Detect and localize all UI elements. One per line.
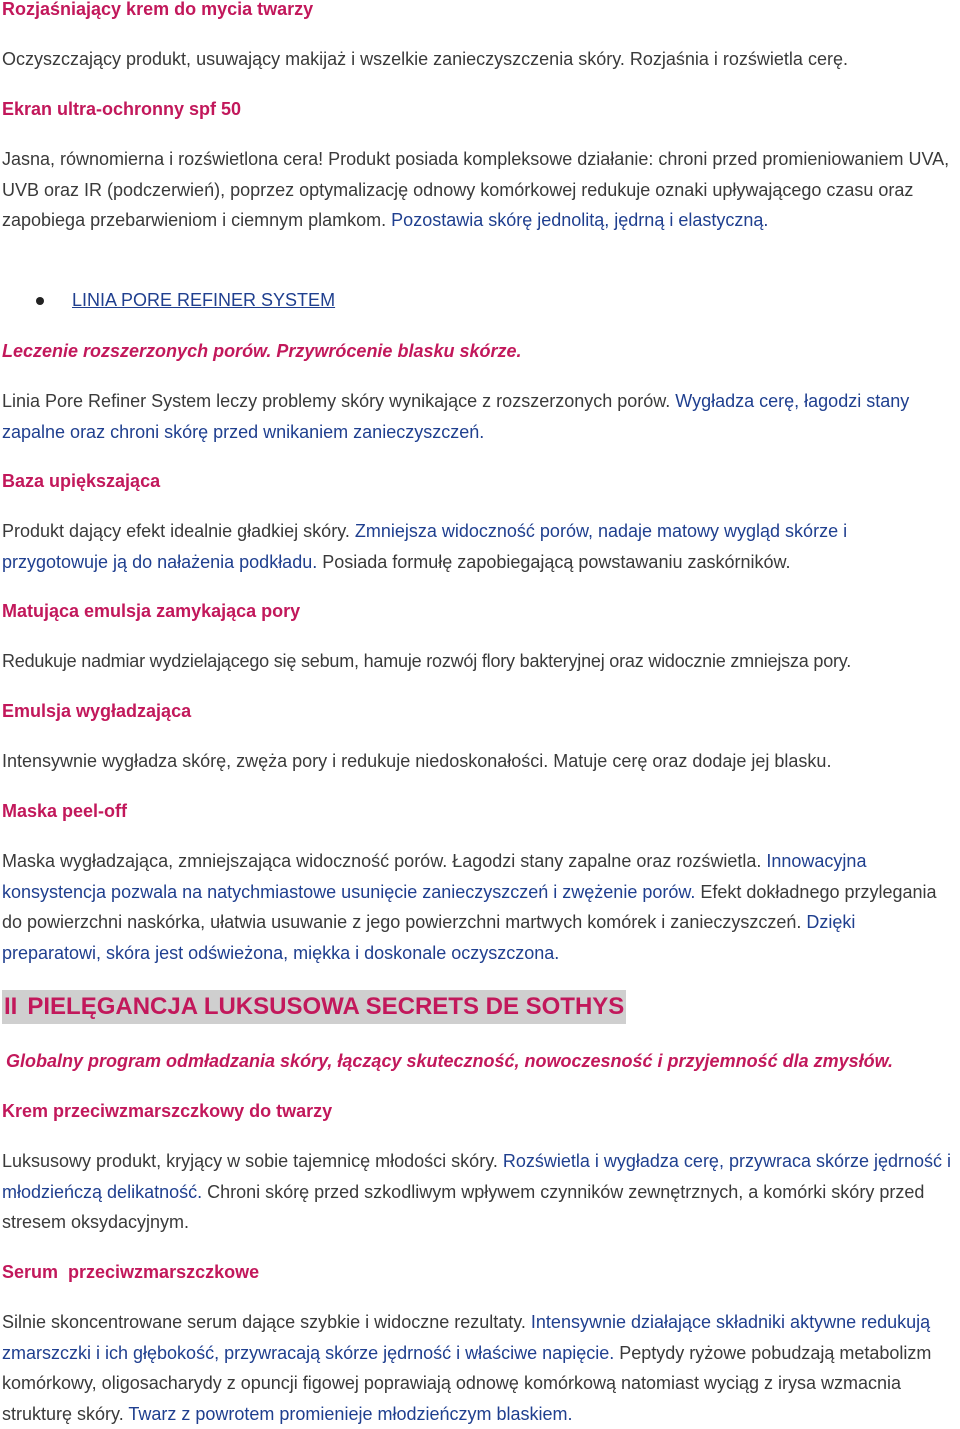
heading-emulsja-wygladzajaca: Emulsja wygładzająca bbox=[2, 701, 192, 721]
tagline-global-program: Globalny program odmładzania skóry, łączący skuteczność, nowoczesność i przyjemność dla zmysłów. bbox=[6, 1051, 893, 1071]
paragraph-brightening-cleanser bbox=[2, 44, 958, 75]
link-pore-refiner-system[interactable]: LINIA PORE REFINER SYSTEM bbox=[72, 290, 336, 310]
section-title: PIELĘGANCJA LUKSUSOWA SECRETS DE SOTHYS bbox=[27, 993, 625, 1020]
paragraph-serum bbox=[2, 1307, 958, 1429]
text-run: Efekt dokładnego przylegania do powierzchni naskórka, ułatwia usuwanie z jego powierzchni martwych komórek i zanieczyszczeń. bbox=[2, 881, 937, 932]
heading-serum: Serum przeciwzmarszczkowe bbox=[2, 1262, 260, 1282]
text-run: Produkt dający efekt idealnie gładkiej skóry. bbox=[2, 521, 355, 541]
text-run-highlight: Pozostawia skórę jednolitą, jędrną i elastyczną. bbox=[391, 210, 769, 230]
paragraph-baza bbox=[2, 516, 958, 577]
text-run: Produkt posiada kompleksowe działanie: chroni przed promieniowaniem UVA, UVB oraz IR (podczerwień), poprzez optymalizację odnowy komórkowej redukuje oznaki upływającego czasu oraz zapobiega przebarwieniom i ciemnym plamkom. bbox=[2, 149, 950, 230]
text-run-highlight: Intensywnie działające składniki aktywne redukują zmarszczki i ich głębokość, przywracają skórze jędrność i właściwe napięcie. bbox=[2, 1312, 931, 1363]
text-run: Oczyszczający produkt, usuwający makijaż i wszelkie zanieczyszczenia skóry. Rozjaśnia i rozświetla cerę. bbox=[2, 49, 848, 69]
heading-spf50: Ekran ultra-ochronny spf 50 bbox=[2, 99, 242, 119]
heading-brightening-cleanser: Rozjaśniający krem do mycia twarzy bbox=[2, 0, 314, 19]
text-run: Luksusowy produkt, kryjący w sobie tajemnicę młodości skóry. bbox=[2, 1151, 503, 1171]
text-run: Maska wygładzająca, zmniejszająca widoczność porów. Łagodzi stany zapalne oraz rozświetla. bbox=[2, 851, 767, 871]
paragraph-emulsja-wygladzajaca bbox=[2, 746, 958, 777]
bullet-dot-icon bbox=[36, 297, 44, 305]
section-title-box bbox=[2, 990, 626, 1024]
text-run: Jasna, równomierna i rozświetlona cera! bbox=[2, 149, 329, 169]
text-run-highlight: Wygładza cerę, łagodzi stany zapalne oraz chroni skórę przed wnikaniem zanieczyszczeń. bbox=[2, 391, 910, 442]
paragraph-krem-przeciwzmarszczkowy bbox=[2, 1146, 958, 1238]
section-heading-luxury-care bbox=[2, 990, 958, 1024]
section-number: II bbox=[4, 993, 18, 1020]
subheading-pore-refiner: Leczenie rozszerzonych porów. Przywrócenie blasku skórze. bbox=[2, 341, 522, 361]
paragraph-matujaca-emulsja bbox=[2, 646, 958, 677]
paragraph-maska-peel-off bbox=[2, 846, 958, 968]
text-run: Silnie skoncentrowane serum dające szybkie i widoczne rezultaty. bbox=[2, 1312, 531, 1332]
heading-maska-peel-off: Maska peel-off bbox=[2, 801, 128, 821]
text-run: Intensywnie wygładza skórę, zwęża pory i redukuje niedoskonałości. Matuje cerę oraz dodaje jej blasku. bbox=[2, 751, 832, 771]
text-run: Linia Pore Refiner System leczy problemy skóry wynikające z rozszerzonych porów. bbox=[2, 391, 676, 411]
text-run-highlight: Innowacyjna konsystencja pozwala na natychmiastowe usunięcie zanieczyszczeń i zwężenie porów. bbox=[2, 851, 867, 902]
paragraph-spf50 bbox=[2, 144, 958, 236]
text-run-highlight: Rozświetla i wygładza cerę, przywraca skórze jędrność i młodzieńczą delikatność. bbox=[2, 1151, 952, 1202]
text-run: Peptydy ryżowe pobudzają metabolizm komórkowy, oligosacharydy z opuncji figowej poprawiają odnowę komórkową natomiast wyciąg z irysa wzmacnia strukturę skóry. bbox=[2, 1342, 932, 1424]
heading-krem-przeciwzmarszczkowy: Krem przeciwzmarszczkowy do twarzy bbox=[2, 1101, 333, 1121]
heading-baza: Baza upiększająca bbox=[2, 471, 161, 491]
heading-matujaca-emulsja: Matująca emulsja zamykająca pory bbox=[2, 601, 301, 621]
text-run-highlight: Zmniejsza widoczność porów, nadaje matowy wygląd skórze i przygotowuje ją do nałażenia podkładu. bbox=[2, 521, 848, 572]
text-run: Redukuje nadmiar wydzielającego się sebum, hamuje rozwój flory bakteryjnej oraz widocznie zmniejsza pory. bbox=[2, 651, 852, 671]
paragraph-pore-refiner bbox=[2, 386, 958, 447]
text-run: Chroni skórę przed szkodliwym wpływem czynników zewnętrznych, a komórki skóry przed stresem oksydacyjnym. bbox=[2, 1181, 925, 1232]
text-run-highlight: Dzięki preparatowi, skóra jest odświeżona, miękka i doskonale oczyszczona. bbox=[2, 912, 856, 963]
text-run-highlight: Twarz z powrotem promienieje młodzieńczym blaskiem. bbox=[128, 1403, 573, 1424]
text-run: Posiada formułę zapobiegającą powstawaniu zaskórników. bbox=[322, 551, 791, 572]
